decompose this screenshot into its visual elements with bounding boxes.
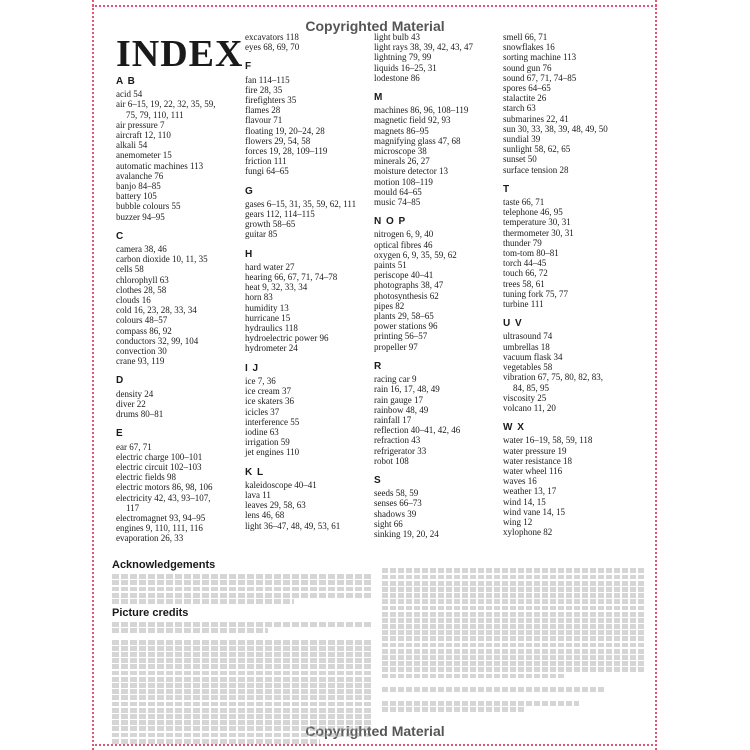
index-entry: kaleidoscope 40–41 [245,479,317,490]
index-entry: electric motors 86, 98, 106 [116,482,213,493]
index-section-heading: N O P [374,216,407,228]
index-entry: touch 66, 72 [503,268,548,279]
index-entry: ice cream 37 [245,386,291,397]
index-entry: sinking 19, 20, 24 [374,528,439,539]
index-column-4 [503,32,641,537]
index-entry: alkali 54 [116,140,148,151]
index-entry: 84, 85, 95 [513,382,549,393]
index-column-3 [374,32,499,539]
index-entry: aircraft 12, 110 [116,130,171,141]
index-entry: sorting machine 113 [503,52,577,63]
acknowledgements-section [112,559,372,745]
index-section-heading: E [116,428,124,440]
index-entry: paints 51 [374,260,407,271]
index-entry: flames 28 [245,105,281,116]
index-section-heading: K L [245,466,265,478]
index-entry: oxygen 6, 9, 35, 59, 62 [374,249,457,260]
index-entry: turbine 111 [503,299,544,310]
index-entry: umbrellas 18 [503,341,550,352]
index-entry: magnifying glass 47, 68 [374,135,461,146]
index-entry: propeller 97 [374,341,418,352]
index-entry: water wheel 116 [503,465,563,476]
index-entry: clothes 28, 58 [116,284,167,295]
index-entry: ice 7, 36 [245,375,276,386]
index-entry: shadows 39 [374,508,417,519]
index-entry: moisture detector 13 [374,166,448,177]
index-entry: lodestone 86 [374,72,420,83]
index-entry: temperature 30, 31 [503,217,571,228]
picture-credits-heading: Picture credits [112,606,189,619]
index-entry: automatic machines 113 [116,160,204,171]
index-entry: nitrogen 6, 9, 40 [374,229,434,240]
index-entry: icicles 37 [245,406,280,417]
index-entry: leaves 29, 58, 63 [245,500,306,511]
index-entry: senses 66–73 [374,498,422,509]
index-section-heading: T [503,183,511,195]
index-entry: clouds 16 [116,295,151,306]
index-entry: evaporation 26, 33 [116,533,184,544]
index-entry: sound gun 76 [503,62,552,73]
index-entry: banjo 84–85 [116,181,161,192]
index-column-1 [116,77,241,544]
index-entry: submarines 22, 41 [503,113,569,124]
index-entry: electric fields 98 [116,472,176,483]
index-entry: cold 16, 23, 28, 33, 34 [116,305,197,316]
index-entry: interference 55 [245,416,300,427]
index-entry: guitar 85 [245,229,278,240]
index-entry: heat 9, 32, 33, 34 [245,282,308,293]
index-entry: ultrasound 74 [503,331,553,342]
index-entry: humidity 13 [245,302,289,313]
index-entry: reflection 40–41, 42, 46 [374,425,461,436]
index-entry: microscope 38 [374,146,427,157]
index-entry: light bulb 43 [374,32,421,42]
index-entry: racing car 9 [374,374,417,385]
index-section-heading: I J [245,362,260,374]
index-entry: fan 114–115 [245,74,290,85]
index-entry: colours 48–57 [116,315,168,326]
index-entry: light 36–47, 48, 49, 53, 61 [245,520,341,531]
index-entry: tom-tom 80–81 [503,248,559,259]
index-page [112,32,644,722]
index-entry: seeds 58, 59 [374,488,419,499]
index-section-heading: W X [503,422,525,434]
index-entry: viscosity 25 [503,392,547,403]
index-entry: cells 58 [116,264,144,275]
index-entry: xylophone 82 [503,527,553,538]
index-entry: ice skaters 36 [245,396,294,407]
index-entry: excavators 118 [245,32,299,42]
index-entry: gears 112, 114–115 [245,209,315,220]
index-entry: air 6–15, 19, 22, 32, 35, 59, [116,99,216,110]
index-section-heading: F [245,61,253,73]
index-entry: engines 9, 110, 111, 116 [116,523,203,534]
index-entry: electric circuit 102–103 [116,461,202,472]
index-entry: conductors 32, 99, 104 [116,335,199,346]
index-entry: water resistance 18 [503,455,572,466]
index-entry: iodine 63 [245,426,279,437]
index-entry: hydroelectric power 96 [245,333,329,344]
index-entry: fungi 64–65 [245,166,289,177]
index-entry: ear 67, 71 [116,441,152,452]
index-section-heading: G [245,185,254,197]
index-entry: hydrometer 24 [245,343,298,354]
index-entry: wind vane 14, 15 [503,506,565,517]
index-entry: light rays 38, 39, 42, 43, 47 [374,42,473,53]
index-entry: refraction 43 [374,435,421,446]
index-entry: trees 58, 61 [503,278,545,289]
index-entry: taste 66, 71 [503,197,545,208]
index-entry: power stations 96 [374,321,438,332]
index-entry: liquids 16–25, 31 [374,62,437,73]
page-title: INDEX [116,33,244,75]
index-entry: horn 83 [245,292,273,303]
index-entry: plants 29, 58–65 [374,311,434,322]
index-section-heading: D [116,375,125,387]
index-entry: hurricane 15 [245,312,291,323]
index-entry: flavour 71 [245,115,283,126]
index-entry: electric charge 100–101 [116,451,203,462]
index-entry: 75, 79, 110, 111 [126,109,184,120]
index-entry: flowers 29, 54, 58 [245,135,311,146]
index-entry: music 74–85 [374,197,421,208]
index-entry: battery 105 [116,191,157,202]
index-column-2 [245,32,370,531]
index-entry: mould 64–65 [374,186,422,197]
index-entry: wing 12 [503,516,533,527]
index-entry: sound 67, 71, 74–85 [503,72,577,83]
index-entry: jet engines 110 [245,447,300,458]
index-entry: fire 28, 35 [245,84,283,95]
index-entry: starch 63 [503,103,536,114]
index-entry: rain 16, 17, 48, 49 [374,384,440,395]
index-entry: sunlight 58, 62, 65 [503,144,571,155]
index-entry: irrigation 59 [245,437,290,448]
index-entry: diver 22 [116,398,146,409]
index-entry: tuning fork 75, 77 [503,288,568,299]
index-entry: photosynthesis 62 [374,290,439,301]
index-entry: surface tension 28 [503,164,569,175]
index-entry: hydraulics 118 [245,323,298,334]
index-entry: density 24 [116,388,154,399]
index-entry: drums 80–81 [116,409,164,420]
index-entry: eyes 68, 69, 70 [245,42,300,53]
watermark-bottom: Copyrighted Material [305,723,445,739]
index-entry: chlorophyll 63 [116,274,169,285]
index-entry: lava 11 [245,489,271,500]
index-entry: vibration 67, 75, 80, 82, 83, [503,372,603,383]
index-entry: lens 46, 68 [245,510,285,521]
index-entry: gases 6–15, 31, 35, 59, 62, 111 [245,198,357,209]
index-entry: magnets 86–95 [374,125,429,136]
index-entry: air pressure 7 [116,119,165,130]
index-entry: compass 86, 92 [116,325,172,336]
index-entry: acid 54 [116,89,143,100]
index-entry: rainbow 48, 49 [374,404,429,415]
index-entry: wind 14, 15 [503,496,546,507]
index-entry: floating 19, 20–24, 28 [245,125,325,136]
index-entry: sunset 50 [503,154,537,165]
index-entry: magnetic field 92, 93 [374,115,451,126]
index-entry: smell 66, 71 [503,32,548,42]
index-entry: spores 64–65 [503,83,551,94]
index-entry: volcano 11, 20 [503,402,556,413]
index-entry: stalactite 26 [503,93,547,104]
index-entry: hard water 27 [245,261,295,272]
index-entry: forces 19, 28, 109–119 [245,146,328,157]
index-entry: rain gauge 17 [374,394,423,405]
watermark-top: Copyrighted Material [305,18,445,34]
index-entry: sun 30, 33, 38, 39, 48, 49, 50 [503,123,608,134]
index-section-heading: H [245,248,254,260]
index-section-heading: M [374,92,384,104]
acknowledgements-text [112,574,372,604]
index-entry: minerals 26, 27 [374,156,430,167]
index-entry: waves 16 [503,476,537,487]
index-entry: thunder 79 [503,237,542,248]
index-entry: electromagnet 93, 94–95 [116,512,206,523]
index-section-heading: C [116,230,125,242]
index-entry: avalanche 76 [116,170,164,181]
index-entry: sundial 39 [503,134,541,145]
index-entry: torch 44–45 [503,258,547,269]
index-entry: friction 111 [245,156,287,167]
index-entry: weather 13, 17 [503,486,557,497]
index-entry: photographs 38, 47 [374,280,444,291]
index-entry: optical fibres 46 [374,239,433,250]
index-entry: bubble colours 55 [116,201,181,212]
index-entry: printing 56–57 [374,331,428,342]
index-entry: buzzer 94–95 [116,211,165,222]
index-entry: firefighters 35 [245,95,297,106]
index-section-heading: A B [116,76,136,87]
index-entry: periscope 40–41 [374,270,434,281]
index-section-heading: R [374,360,383,372]
index-entry: machines 86, 96, 108–119 [374,105,469,116]
index-entry: snowflakes 16 [503,42,555,53]
index-entry: electricity 42, 43, 93–107, [116,492,211,503]
index-entry: camera 38, 46 [116,244,167,255]
index-entry: anemometer 15 [116,150,172,161]
picture-credits-continued [382,567,644,713]
index-entry: rainfall 17 [374,414,412,425]
index-entry: water 16–19, 58, 59, 118 [503,435,593,446]
index-entry: 117 [126,502,140,513]
index-entry: motion 108–119 [374,176,433,187]
index-entry: robot 108 [374,455,409,466]
picture-credits-text [112,622,372,744]
index-entry: lightning 79, 99 [374,52,432,63]
index-entry: convection 30 [116,346,167,357]
index-section-heading: S [374,474,382,486]
index-entry: growth 58–65 [245,219,296,230]
index-entry: vegetables 58 [503,362,553,373]
index-entry: carbon dioxide 10, 11, 35 [116,254,208,265]
index-entry: hearing 66, 67, 71, 74–78 [245,272,338,283]
acknowledgements-heading: Acknowledgements [112,559,216,571]
index-entry: thermometer 30, 31 [503,227,574,238]
index-entry: telephone 46, 95 [503,207,563,218]
index-entry: crane 93, 119 [116,356,165,367]
index-entry: water pressure 19 [503,445,567,456]
index-entry: refrigerator 33 [374,445,427,456]
index-section-heading: U V [503,318,523,330]
index-entry: sight 66 [374,518,403,529]
index-entry: vacuum flask 34 [503,351,563,362]
index-entry: pipes 82 [374,300,405,311]
